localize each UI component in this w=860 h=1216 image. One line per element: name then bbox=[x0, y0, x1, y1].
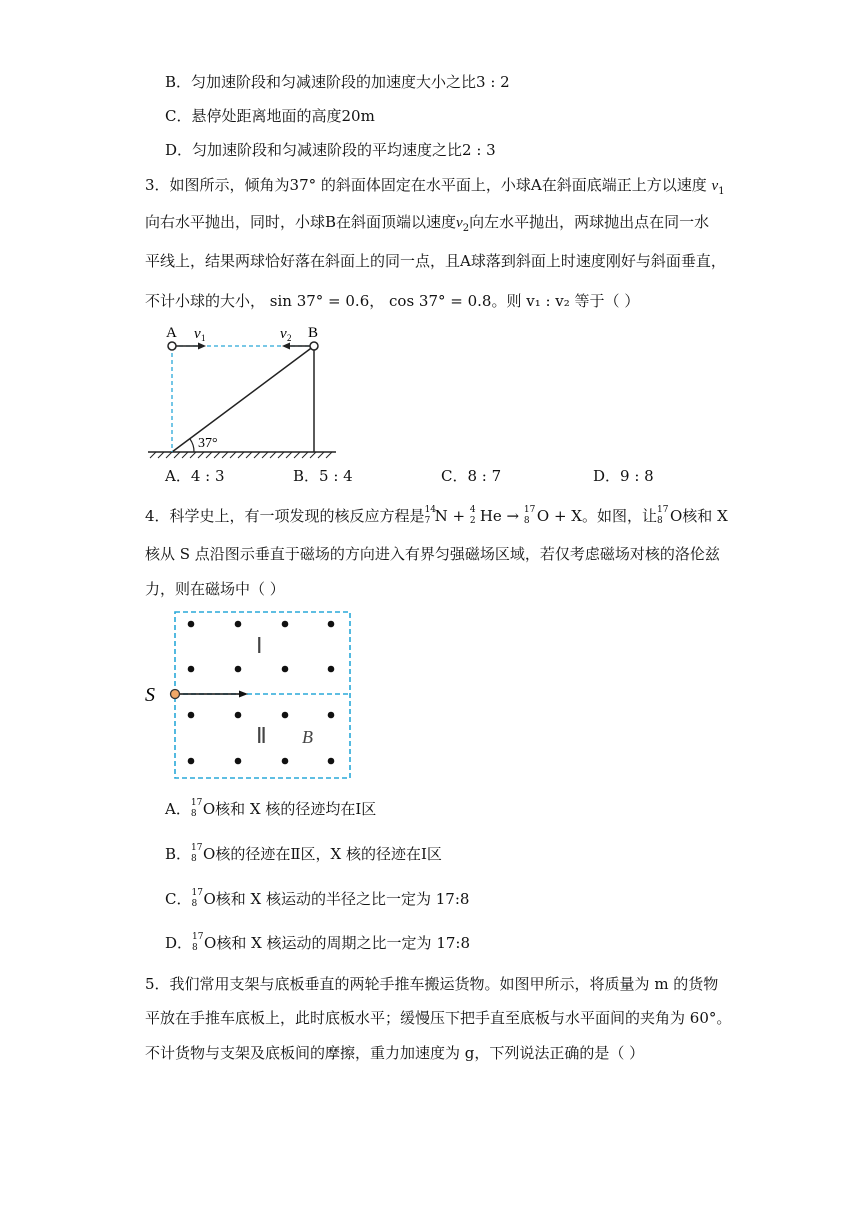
label-s: S bbox=[145, 684, 155, 706]
iso-atomic-number: 8 bbox=[190, 809, 197, 819]
q3-text-1: 如图所示，倾角为37° 的斜面体固定在水平面上，小球A在斜面底端正上方以速度 bbox=[169, 176, 707, 194]
option-text: 9 : 8 bbox=[620, 467, 654, 485]
iso-atomic-number: 8 bbox=[657, 516, 663, 526]
label-v1: v bbox=[194, 326, 201, 342]
question-number: 5． bbox=[145, 975, 170, 993]
incline-surface bbox=[172, 346, 314, 452]
label-region-1: Ⅰ bbox=[256, 633, 263, 658]
entry-point-s bbox=[171, 690, 180, 699]
option-label: D． bbox=[165, 141, 193, 159]
label-v2: v bbox=[280, 326, 287, 342]
o-nuclide bbox=[191, 888, 203, 910]
q3-text-4: 不计小球的大小， sin 37° = 0.6， cos 37° = 0.8。则 v₁ : v₂ 等于（ ） bbox=[145, 292, 640, 310]
option-label: B． bbox=[293, 467, 320, 485]
option-label: C． bbox=[441, 467, 468, 485]
v2-symbol: v bbox=[456, 215, 463, 231]
he-symbol: He → bbox=[479, 507, 520, 525]
o-symbol: O + X bbox=[536, 507, 582, 525]
entry-arrowhead bbox=[239, 691, 248, 698]
option-text: 悬停处距离地面的高度20m bbox=[191, 107, 375, 125]
q5-line-1 bbox=[145, 973, 718, 995]
o-nuclide bbox=[192, 932, 204, 954]
q4-magnetic-field-figure bbox=[140, 606, 360, 784]
n-mass-number: 14 bbox=[424, 505, 437, 515]
q4-option-a bbox=[165, 798, 376, 820]
option-label: B． bbox=[165, 73, 192, 91]
he-nuclide bbox=[470, 505, 480, 527]
q4-option-b bbox=[165, 843, 442, 865]
v1-subscript: 1 bbox=[718, 186, 725, 197]
q5-text-2: 平放在手推车底板上，此时底板水平；缓慢压下把手直至底板与水平面间的夹角为 60°。 bbox=[145, 1009, 732, 1027]
q2-option-b bbox=[165, 71, 510, 93]
iso-atomic-number: 8 bbox=[192, 943, 198, 953]
option-text: O核和 X 核运动的周期之比一定为 17:8 bbox=[204, 934, 470, 952]
o-nuclide bbox=[524, 505, 537, 527]
label-a: A bbox=[166, 325, 177, 341]
label-v2-sub: 2 bbox=[287, 333, 292, 343]
option-text: 8 : 7 bbox=[467, 467, 502, 485]
label-b-field: B bbox=[302, 727, 313, 747]
option-text: 5 : 4 bbox=[319, 467, 353, 485]
option-text: 匀加速阶段和匀减速阶段的平均速度之比2 : 3 bbox=[192, 141, 496, 159]
field-boundary bbox=[175, 612, 350, 778]
q3-text-2a: 向右水平抛出，同时，小球B在斜面顶端以速度 bbox=[145, 213, 457, 231]
option-text: O核和 X 核的径迹均在Ⅰ区 bbox=[202, 800, 377, 818]
n-nuclide bbox=[425, 505, 435, 527]
q4-line-2 bbox=[145, 543, 720, 565]
q4-text-2: 核从 S 点沿图示垂直于磁场的方向进入有界匀强磁场区域，若仅考虑磁场对核的洛伦兹 bbox=[145, 545, 720, 563]
v2-arrowhead bbox=[282, 343, 290, 350]
q3-text-3: 平线上，结果两球恰好落在斜面上的同一点，且A球落到斜面上时速度刚好与斜面垂直， bbox=[145, 252, 726, 270]
option-label: B． bbox=[165, 845, 192, 863]
iso-mass-number: 17 bbox=[190, 798, 203, 808]
q4-line-3 bbox=[145, 578, 285, 600]
ball-b bbox=[310, 342, 318, 350]
label-b: B bbox=[308, 325, 319, 341]
he-atomic-number: 2 bbox=[469, 516, 476, 526]
label-angle: 37° bbox=[198, 436, 218, 451]
o-nuclide bbox=[191, 843, 203, 865]
q5-text-3: 不计货物与支架及底板间的摩擦，重力加速度为 g，下列说法正确的是（ ） bbox=[145, 1044, 645, 1062]
q3-line-2 bbox=[145, 211, 709, 240]
o-mass-number: 17 bbox=[523, 505, 536, 515]
ball-a bbox=[168, 342, 176, 350]
q4-option-c bbox=[165, 888, 469, 910]
q4-text-1-post: 。如图，让 bbox=[581, 507, 657, 525]
iso-atomic-number: 8 bbox=[191, 854, 197, 864]
q3-line-4 bbox=[145, 290, 639, 312]
q3-option-a bbox=[165, 465, 225, 487]
question-number: 4． bbox=[145, 507, 170, 525]
he-mass-number: 4 bbox=[469, 505, 476, 515]
q3-option-c bbox=[441, 465, 501, 487]
v1-symbol: v bbox=[711, 178, 719, 194]
option-label: A． bbox=[165, 800, 191, 818]
q4-line-1 bbox=[145, 505, 728, 527]
q3-text-2b: 向左水平抛出，两球抛出点在同一水 bbox=[469, 213, 710, 231]
iso-mass-number: 17 bbox=[191, 843, 203, 853]
iso-atomic-number: 8 bbox=[191, 899, 198, 909]
q3-option-b bbox=[293, 465, 353, 487]
q5-text-1: 我们常用支架与底板垂直的两轮手推车搬运货物。如图甲所示，将质量为 m 的货物 bbox=[169, 975, 719, 993]
option-text: O核和 X 核运动的半径之比一定为 17:8 bbox=[203, 890, 470, 908]
angle-arc bbox=[190, 439, 194, 452]
q4-text-1-pre: 科学史上，有一项发现的核反应方程是 bbox=[169, 507, 425, 525]
q2-option-d bbox=[165, 139, 496, 161]
iso-mass-number: 17 bbox=[191, 888, 203, 898]
q3-line-1 bbox=[145, 174, 725, 203]
q4-text-3: 力，则在磁场中（ ） bbox=[145, 580, 285, 598]
option-label: A． bbox=[165, 467, 191, 485]
question-number: 3． bbox=[145, 176, 170, 194]
q3-option-d bbox=[593, 465, 654, 487]
option-label: D． bbox=[593, 467, 621, 485]
option-text: 4 : 3 bbox=[190, 467, 225, 485]
q4-option-d bbox=[165, 932, 470, 954]
option-text: 匀加速阶段和匀减速阶段的加速度大小之比3 : 2 bbox=[191, 73, 510, 91]
option-label: C． bbox=[165, 107, 192, 125]
ground-hatch bbox=[150, 452, 332, 458]
iso-mass-number: 17 bbox=[192, 932, 204, 942]
q3-incline-figure bbox=[140, 318, 340, 463]
o-nuclide-2 bbox=[657, 505, 670, 527]
q4-text-1-end: O核和 X bbox=[670, 507, 728, 525]
o-atomic-number: 8 bbox=[523, 516, 530, 526]
label-region-2: Ⅱ bbox=[256, 723, 267, 748]
n-symbol: N + bbox=[434, 507, 466, 525]
o-nuclide bbox=[191, 798, 203, 820]
q2-option-c bbox=[165, 105, 375, 127]
n-atomic-number: 7 bbox=[424, 516, 431, 526]
option-label: D． bbox=[165, 934, 193, 952]
label-v1-sub: 1 bbox=[201, 333, 206, 343]
v1-arrowhead bbox=[198, 343, 206, 350]
v2-subscript: 2 bbox=[462, 223, 470, 234]
q3-line-3 bbox=[145, 250, 726, 272]
option-text: O核的径迹在Ⅱ区，X 核的径迹在Ⅰ区 bbox=[203, 845, 442, 863]
q5-line-3 bbox=[145, 1042, 644, 1064]
iso-mass-number: 17 bbox=[657, 505, 669, 515]
option-label: C． bbox=[165, 890, 192, 908]
q5-line-2 bbox=[145, 1007, 731, 1029]
